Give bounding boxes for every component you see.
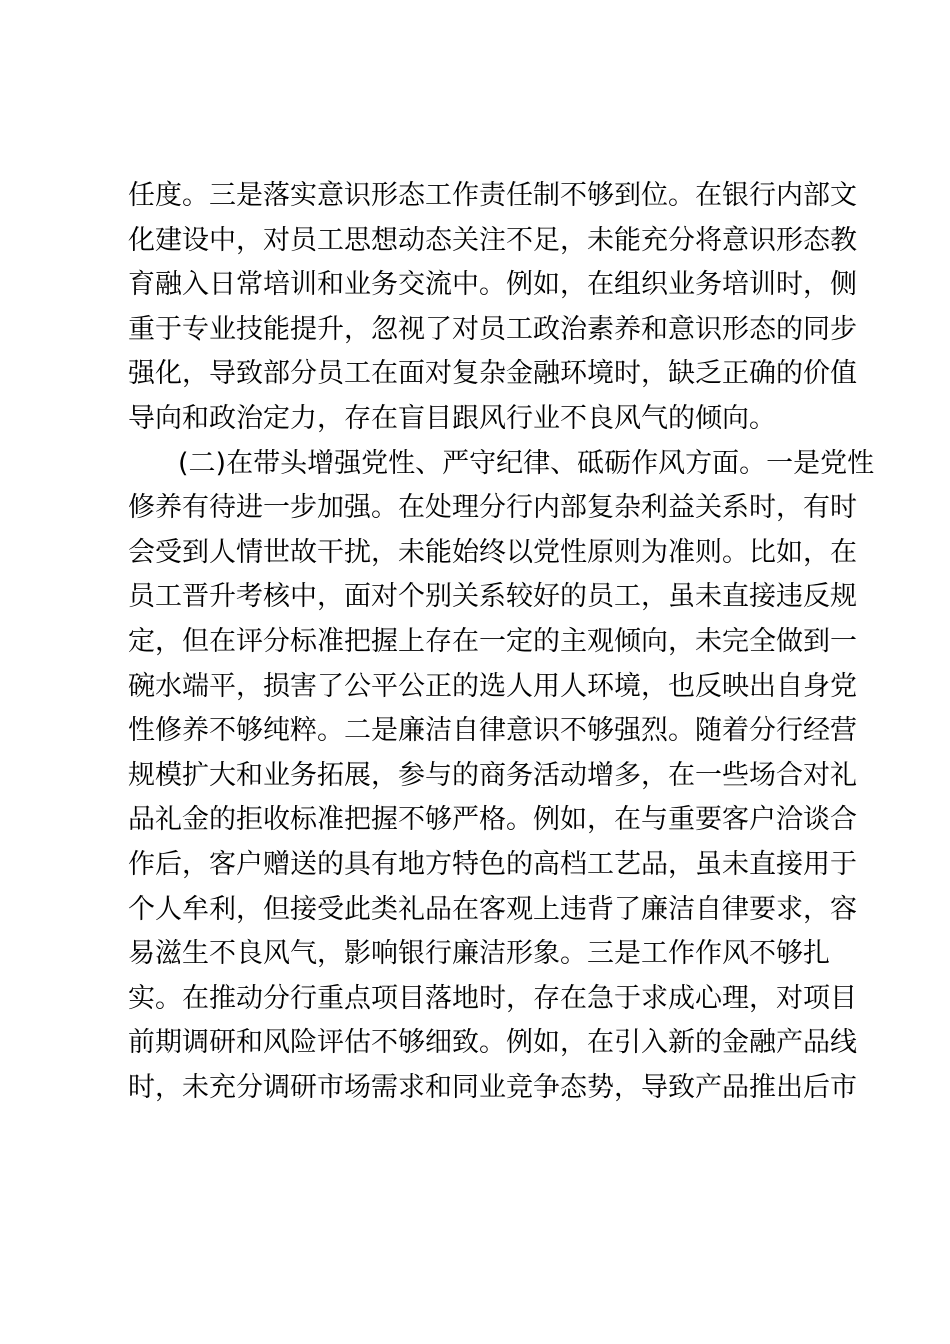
- text-line: 实。在推动分行重点项目落地时，存在急于求成心理，对项目: [128, 982, 857, 1014]
- text-line: 品礼金的拒收标准把握不够严格。例如，在与重要客户洽谈合: [128, 804, 857, 836]
- text-line: 定，但在评分标准把握上存在一定的主观倾向，未完全做到一: [128, 625, 857, 657]
- text-line: 导向和政治定力，存在盲目跟风行业不良风气的倾向。: [128, 402, 776, 434]
- text-line: 个人牟利，但接受此类礼品在客观上违背了廉洁自律要求，容: [128, 893, 857, 925]
- text-line: 强化，导致部分员工在面对复杂金融环境时，缺乏正确的价值: [128, 358, 857, 390]
- body-text: [128, 174, 875, 1110]
- text-line: 易滋生不良风气，影响银行廉洁形象。三是工作作风不够扎: [128, 938, 830, 970]
- text-line: 前期调研和风险评估不够细致。例如，在引入新的金融产品线: [128, 1027, 857, 1059]
- text-line: 规模扩大和业务拓展，参与的商务活动增多，在一些场合对礼: [128, 759, 857, 791]
- text-line: 员工晋升考核中，面对个别关系较好的员工，虽未直接违反规: [128, 581, 857, 613]
- text-line: 性修养不够纯粹。二是廉洁自律意识不够强烈。随着分行经营: [128, 715, 857, 747]
- text-line: 时，未充分调研市场需求和同业竞争态势，导致产品推出后市: [128, 1071, 857, 1103]
- text-line: 育融入日常培训和业务交流中。例如，在组织业务培训时，侧: [128, 269, 857, 301]
- text-line: 重于专业技能提升，忽视了对员工政治素养和意识形态的同步: [128, 313, 857, 345]
- text-line: 任度。三是落实意识形态工作责任制不够到位。在银行内部文: [128, 180, 857, 211]
- text-line: 作后，客户赠送的具有地方特色的高档工艺品，虽未直接用于: [128, 848, 857, 880]
- section-heading-line: (二)在带头增强党性、严守纪律、砥砺作风方面。一是党性: [178, 447, 875, 479]
- text-line: 碗水端平，损害了公平公正的选人用人环境，也反映出自身党: [128, 670, 857, 702]
- text-line: 化建设中，对员工思想动态关注不足，未能充分将意识形态教: [128, 224, 857, 256]
- text-line: 会受到人情世故干扰，未能始终以党性原则为准则。比如，在: [128, 536, 857, 568]
- text-line: 修养有待进一步加强。在处理分行内部复杂利益关系时，有时: [128, 492, 857, 524]
